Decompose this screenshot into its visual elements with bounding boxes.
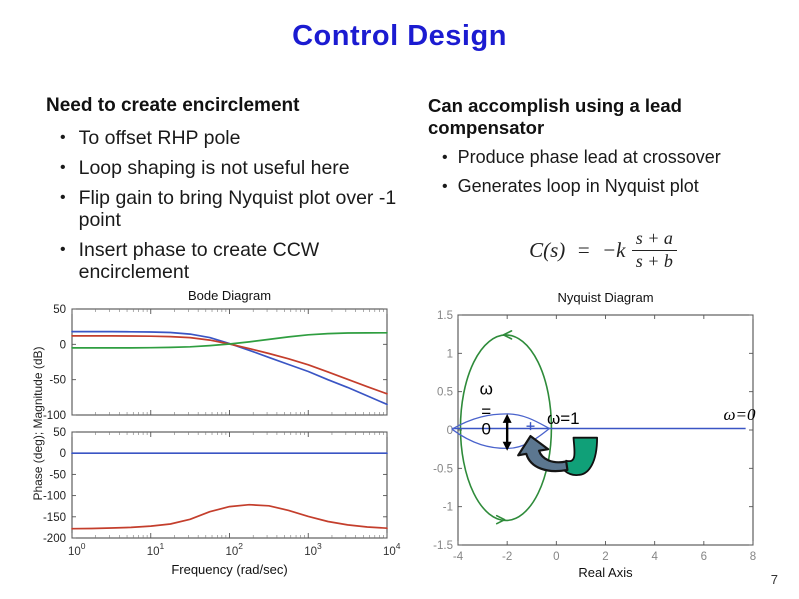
x-tick-label: 0 <box>553 551 560 563</box>
y-tick-label: 50 <box>53 427 66 439</box>
left-text-block <box>46 95 414 291</box>
bode-title: Bode Diagram <box>187 288 272 303</box>
green-encirclement-loop <box>460 335 551 521</box>
list-item <box>442 147 760 168</box>
x-tick-label: $10^0$ <box>68 541 86 558</box>
compensator-formula <box>478 229 728 272</box>
bullet-text: Flip gain to bring Nyquist plot over -1 point <box>78 186 397 232</box>
slide-title: Control Design <box>292 20 507 52</box>
bullet-text: Generates loop in Nyquist plot <box>457 175 699 196</box>
left-bullet-list <box>46 127 414 284</box>
nyquist-title: Nyquist Diagram <box>557 290 654 305</box>
formula-numerator: s + a <box>632 229 677 251</box>
page-number: 7 <box>770 572 778 587</box>
y-tick-label: 0.5 <box>437 386 453 399</box>
y-tick-label: 1 <box>446 348 453 361</box>
bode-xlabel: Frequency (rad/sec) <box>171 562 288 577</box>
y-tick-label: 50 <box>53 304 66 316</box>
bullet-icon: • <box>60 159 66 177</box>
x-tick-label: $10^4$ <box>383 541 401 558</box>
nyquist-diagram-figure <box>430 288 799 588</box>
y-tick-label: 0 <box>59 339 66 352</box>
y-tick-label: -0.5 <box>433 463 453 476</box>
formula-lhs: C(s) <box>529 237 566 262</box>
bode-ylabel: Phase (deg); Magnitude (dB) <box>31 346 45 501</box>
axes-box-magnitude <box>72 309 387 415</box>
list-item <box>60 187 414 232</box>
bullet-icon: • <box>60 240 66 258</box>
x-tick-label: -2 <box>502 551 513 563</box>
x-tick-label: -4 <box>452 551 464 563</box>
teal-swoosh-arrow <box>564 438 597 475</box>
omega-label-0: ω <box>479 379 493 399</box>
omega-label-4: ω=0 <box>723 405 756 425</box>
axes-box-phase <box>72 432 387 538</box>
y-tick-label: -50 <box>49 374 66 387</box>
bullet-text: Produce phase lead at crossover <box>457 146 721 167</box>
gray-curved-arrow <box>518 436 567 471</box>
right-heading: Can accomplish using a lead compensator <box>428 95 682 138</box>
y-tick-label: -1.5 <box>433 540 453 552</box>
bullet-text: Insert phase to create CCW encirclement <box>78 238 320 284</box>
formula-fraction <box>632 229 677 272</box>
formula-denominator: s + b <box>635 250 673 271</box>
x-tick-label: 4 <box>651 551 658 563</box>
bullet-icon: • <box>60 129 66 147</box>
list-item <box>60 239 414 284</box>
bullet-icon: • <box>442 148 448 166</box>
x-tick-label: $10^2$ <box>225 541 244 558</box>
bode-diagram-figure <box>30 288 410 588</box>
bode-magnitude-curve-green <box>72 333 387 348</box>
right-text-block <box>428 95 760 204</box>
y-tick-label: 1.5 <box>437 310 453 322</box>
right-bullet-list <box>428 147 760 197</box>
y-tick-label: -1 <box>442 501 453 514</box>
y-tick-label: -200 <box>42 533 66 545</box>
bode-magnitude-curve-blue <box>72 332 387 405</box>
double-arrow-head-down <box>503 442 512 451</box>
y-tick-label: 0 <box>59 448 66 461</box>
x-tick-label: $10^1$ <box>146 541 165 558</box>
list-item <box>60 127 414 150</box>
left-heading: Need to create encirclement <box>46 95 300 116</box>
axes-box <box>458 315 756 545</box>
double-arrow-head-up <box>503 414 512 423</box>
y-tick-label: -150 <box>42 511 66 524</box>
omega-label-1: = <box>481 401 492 421</box>
y-tick-label: -100 <box>42 490 66 503</box>
omega-label-3: ω=1 <box>546 408 580 428</box>
x-tick-label: 8 <box>749 551 757 563</box>
list-item <box>60 157 414 180</box>
list-item <box>442 176 760 197</box>
x-tick-label: 6 <box>700 551 708 563</box>
y-tick-label: 0 <box>446 425 453 437</box>
x-tick-label: $10^3$ <box>304 541 322 558</box>
bullet-text: Loop shaping is not useful here <box>78 157 350 180</box>
y-tick-label: -50 <box>49 469 66 482</box>
formula-equals: = <box>576 237 591 262</box>
y-tick-label: -100 <box>42 410 66 422</box>
bullet-icon: • <box>442 177 448 195</box>
bode-phase-curve-red <box>72 505 387 529</box>
bullet-icon: • <box>60 188 66 206</box>
nyquist-xlabel: Real Axis <box>578 565 633 580</box>
x-tick-label: 2 <box>602 551 609 563</box>
bullet-text: To offset RHP pole <box>78 127 241 150</box>
omega-label-2: 0 <box>481 419 492 439</box>
formula-coefficient: −k <box>601 237 626 262</box>
